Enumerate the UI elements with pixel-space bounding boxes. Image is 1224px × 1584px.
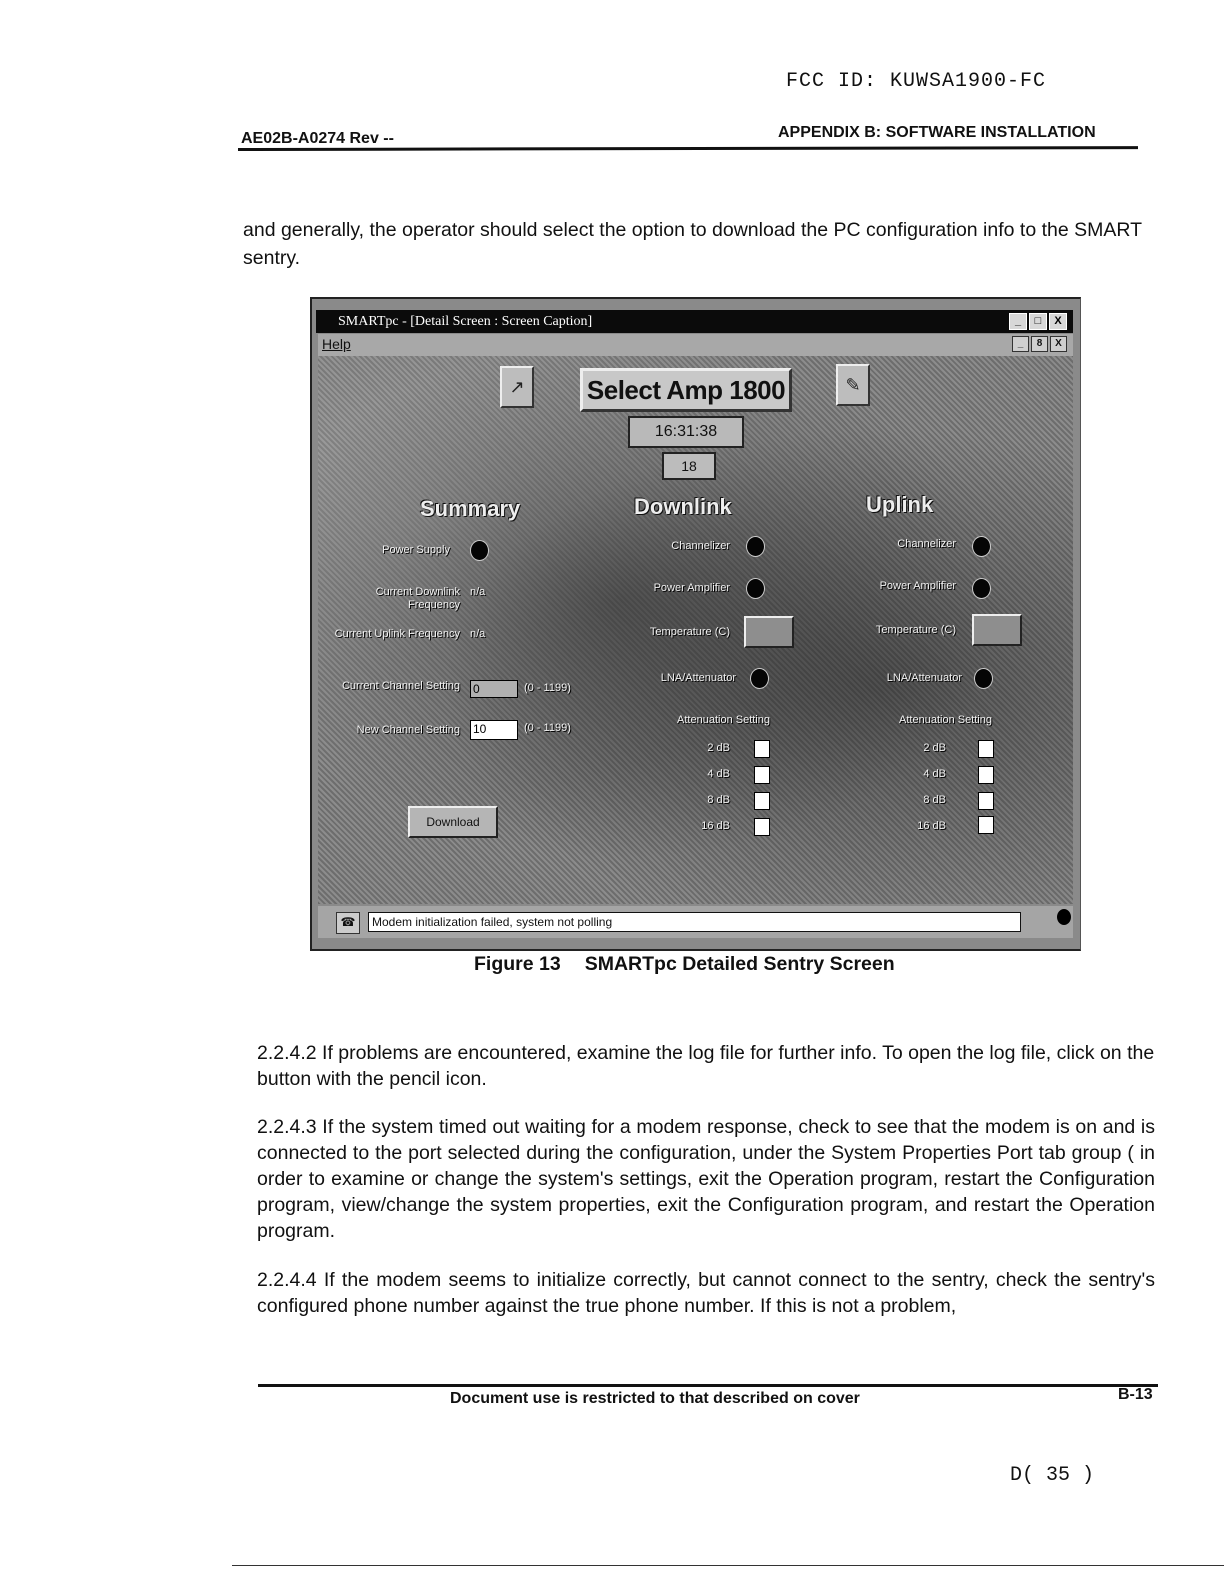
fcc-id: FCC ID: KUWSA1900-FC [786, 70, 1047, 93]
window-controls [1009, 313, 1067, 330]
downlink-lna-indicator [750, 668, 769, 689]
downlink-db-label: 2 dB [707, 742, 730, 754]
summary-title: Summary [420, 496, 521, 521]
uplink-attenuation-label: Attenuation Setting [899, 714, 992, 726]
uplink-channelizer-indicator [972, 536, 991, 557]
figure-title: SMARTpc Detailed Sentry Screen [584, 953, 895, 975]
downlink-db-label: 8 dB [707, 794, 730, 806]
current-downlink-label: Current Downlink Frequency [375, 586, 460, 611]
current-downlink-value: n/a [470, 586, 486, 598]
maximize-button[interactable]: □ [1029, 313, 1047, 330]
log-file-button[interactable] [836, 364, 870, 406]
power-supply-indicator [470, 540, 489, 561]
uplink-8db-checkbox[interactable] [978, 792, 994, 810]
downlink-title: Downlink [634, 494, 732, 519]
intro-paragraph: and generally, the operator should select the option to download the PC configuration info to the SMART sentry. [243, 219, 1142, 269]
footer-rule [258, 1384, 1158, 1387]
downlink-power-amplifier-label: Power Amplifier [653, 582, 730, 594]
status-icon-button[interactable] [336, 912, 360, 934]
downlink-channelizer-indicator [746, 536, 765, 557]
uplink-title: Uplink [866, 492, 934, 517]
current-uplink-value: n/a [470, 628, 486, 640]
time-display: 16:31:38 [628, 416, 744, 448]
paragraph-2-2-4-4: 2.2.4.4 If the modem seems to initialize correctly, but cannot connect to the sentry, check the sentry's configured phone number against the true phone number. If this is not a problem, [257, 1269, 1155, 1317]
downlink-db-label: 16 dB [701, 820, 730, 832]
downlink-2db-checkbox[interactable] [754, 740, 770, 758]
new-channel-input[interactable]: 10 [470, 720, 518, 740]
uplink-channelizer-label: Channelizer [897, 538, 956, 550]
menu-help[interactable]: Help [322, 336, 351, 352]
window-title: SMARTpc - [Detail Screen : Screen Caption] [338, 314, 593, 329]
footer-restriction: Document use is restricted to that described on cover [450, 1390, 860, 1407]
select-amp-button[interactable]: Select Amp 1800 [580, 368, 792, 412]
doc-revision: AE02B-A0274 Rev -- [241, 130, 394, 147]
downlink-power-amplifier-indicator [746, 578, 765, 599]
paragraph-2-2-4-2: 2.2.4.2 If problems are encountered, examine the log file for further info. To open the log file, click on the button with the pencil icon. [257, 1042, 1155, 1090]
current-uplink-label: Current Uplink Frequency [334, 628, 460, 640]
phone-icon: ☎ [340, 915, 356, 929]
current-channel-field: 0 [470, 680, 518, 698]
uplink-power-amplifier-indicator [972, 578, 991, 599]
chart-icon: ↗ [509, 376, 525, 397]
uplink-2db-checkbox[interactable] [978, 740, 994, 758]
new-channel-label: New Channel Setting [356, 724, 460, 736]
mdi-close-button[interactable]: X [1050, 336, 1067, 352]
downlink-lna-label: LNA/Attenuator [660, 672, 736, 684]
uplink-lna-indicator [974, 668, 993, 689]
menu-bar [318, 334, 1073, 356]
window-titlebar [316, 310, 1073, 333]
appendix-title: APPENDIX B: SOFTWARE INSTALLATION [778, 124, 1096, 141]
minimize-button[interactable]: _ [1009, 313, 1027, 330]
downlink-db-label: 4 dB [707, 768, 730, 780]
downlink-8db-checkbox[interactable] [754, 792, 770, 810]
uplink-db-label: 16 dB [917, 820, 946, 832]
uplink-power-amplifier-label: Power Amplifier [879, 580, 956, 592]
figure-label: Figure 13 [474, 953, 561, 975]
downlink-temperature-display [744, 616, 794, 648]
figure-caption [474, 953, 895, 976]
current-channel-label: Current Channel Setting [341, 680, 460, 692]
status-indicator [1057, 909, 1071, 925]
pencil-icon: ✎ [845, 374, 861, 395]
downlink-16db-checkbox[interactable] [754, 818, 770, 836]
download-button[interactable]: Download [408, 806, 498, 838]
mdi-controls [1012, 336, 1067, 352]
uplink-temperature-label: Temperature (C) [875, 624, 956, 636]
power-supply-label: Power Supply [382, 544, 450, 556]
document-number: D( 35 ) [1010, 1464, 1095, 1487]
header-rule [238, 146, 1138, 151]
current-channel-range: (0 - 1199) [524, 682, 571, 694]
uplink-lna-label: LNA/Attenuator [886, 672, 962, 684]
mdi-restore-button[interactable]: 8 [1031, 336, 1048, 352]
mdi-minimize-button[interactable]: _ [1012, 336, 1029, 352]
uplink-4db-checkbox[interactable] [978, 766, 994, 784]
bottom-rule [232, 1565, 1224, 1566]
downlink-temperature-label: Temperature (C) [649, 626, 730, 638]
chart-button[interactable] [500, 366, 534, 408]
uplink-db-label: 8 dB [923, 794, 946, 806]
close-button[interactable]: X [1049, 313, 1067, 330]
paragraph-2-2-4-3: 2.2.4.3 If the system timed out waiting for a modem response, check to see that the modem is on and is connected to the port selected during the configuration, under the System Properties Port tab group ( in order to examine or change the system's settings, exit the Operation program, restart the Configuration program, view/change the system properties, exit the Configuration program, and restart the Operation program. [257, 1116, 1155, 1242]
uplink-temperature-display [972, 614, 1022, 646]
page-number: B-13 [1118, 1386, 1153, 1403]
date-display: 18 [662, 452, 716, 480]
downlink-attenuation-label: Attenuation Setting [677, 714, 770, 726]
new-channel-range: (0 - 1199) [524, 722, 571, 734]
downlink-4db-checkbox[interactable] [754, 766, 770, 784]
downlink-channelizer-label: Channelizer [671, 540, 730, 552]
uplink-db-label: 4 dB [923, 768, 946, 780]
uplink-db-label: 2 dB [923, 742, 946, 754]
uplink-16db-checkbox[interactable] [978, 816, 994, 834]
status-message: Modem initialization failed, system not polling [368, 912, 1021, 932]
